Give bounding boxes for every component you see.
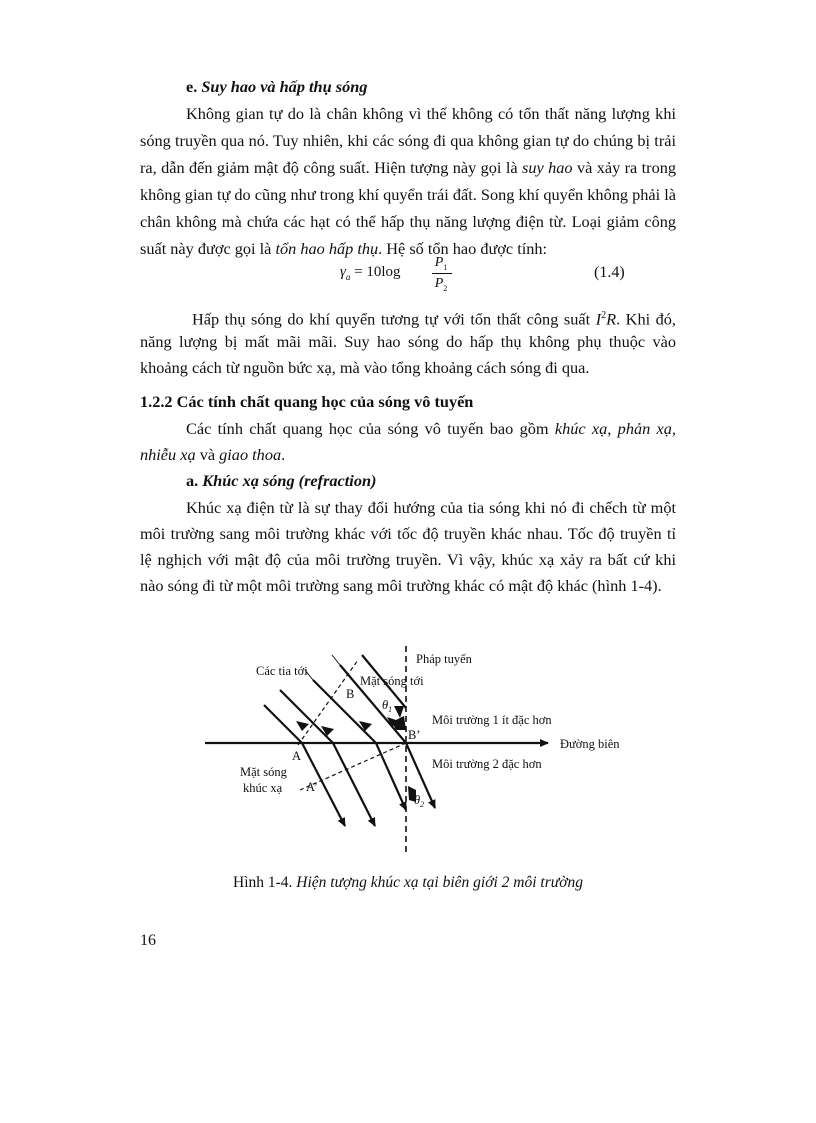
arrowhead bbox=[394, 706, 404, 718]
para-e-line-1: Không gian tự do là chân không vì thế không có tổn thất năng lượng khi bbox=[186, 104, 676, 123]
para-e-line-6-end: . Hệ số tổn hao được tính: bbox=[378, 239, 548, 258]
normal-label: Pháp tuyến bbox=[416, 652, 472, 666]
point-b-prime-label: B’ bbox=[408, 728, 421, 742]
refracted-ray bbox=[376, 743, 406, 810]
para-absorb-line-1-text: Hấp thụ sóng do khí quyển tương tự với tổn thất công suất bbox=[192, 309, 591, 329]
para-a-line-3: lệ nghịch với mật độ của môi trường truyền. Vì vậy, khúc xạ xảy ra bất cứ khi bbox=[140, 550, 676, 569]
term-giao-thoa: giao thoa bbox=[219, 445, 282, 464]
para-e-line-2: sóng truyền qua nó. Tuy nhiên, khi các sóng đi qua không gian tự do chúng bị trải bbox=[140, 131, 676, 150]
arrowhead bbox=[296, 721, 309, 731]
refracted-rays bbox=[302, 743, 435, 826]
term-nhieu-xa: nhiễu xạ bbox=[140, 445, 196, 464]
medium1-label: Môi trường 1 ít đặc hơn bbox=[432, 713, 552, 727]
term-ton-hao-hap-thu: tổn hao hấp thụ bbox=[275, 239, 379, 258]
boundary-label: Đường biên bbox=[560, 737, 620, 751]
point-a-prime-label: A’ bbox=[306, 780, 318, 794]
para-e-line-5: chân không mà chứa các hạt có thể hấp thụ năng lượng điện từ. Loại giảm công bbox=[140, 212, 676, 231]
figure-caption bbox=[0, 874, 816, 892]
para-absorb-line-1-end: . Khi đó, bbox=[616, 309, 677, 329]
para-absorb-line-3: khoảng cách từ nguồn bức xạ, mà vào tổng khoảng cách sóng đi qua. bbox=[140, 358, 590, 377]
section-a-label: a. bbox=[186, 471, 199, 490]
medium2-label: Môi trường 2 đặc hơn bbox=[432, 757, 542, 771]
eq-rhs: = 10log bbox=[354, 264, 401, 280]
para-e-line-3-end: và xảy ra trong bbox=[576, 158, 677, 177]
incident-ray bbox=[264, 705, 302, 743]
eq-gamma: γ bbox=[340, 264, 346, 280]
section-e-label: e. bbox=[186, 77, 198, 96]
eq-number: (1.4) bbox=[594, 264, 625, 281]
refracted-wavefront-label-2: khúc xạ bbox=[243, 781, 283, 795]
incident-ray bbox=[280, 690, 333, 743]
theta2-label: $\theta_2$ bbox=[414, 793, 425, 809]
eq-numerator: $P_1$ bbox=[434, 255, 448, 272]
caption-text: Hiện tượng khúc xạ tại biên giới 2 môi trường bbox=[296, 874, 583, 891]
para-e-line-6-text: suất này được gọi là bbox=[140, 239, 272, 258]
caption-prefix: Hình 1-4. bbox=[233, 874, 293, 891]
para-122-line-1-text: Các tính chất quang học của sóng vô tuyến bao gồm bbox=[186, 419, 549, 438]
section-e-title: Suy hao và hấp thụ sóng bbox=[201, 77, 368, 96]
word-va: và bbox=[199, 445, 216, 464]
symbol-r: R bbox=[606, 309, 617, 329]
point-a-label: A bbox=[292, 749, 302, 763]
para-e-line-4: không gian tự do cũng như trong khí quyển trái đất. Song khí quyển không phải là bbox=[140, 185, 676, 204]
para-e-line-3-text: ra, dẫn đến giảm mật độ công suất. Hiện tượng này gọi là bbox=[140, 158, 518, 177]
eq-gamma-sub: a bbox=[345, 272, 351, 282]
section-a-title: Khúc xạ sóng (refraction) bbox=[202, 471, 377, 490]
theta1-label: $\theta_1$ bbox=[382, 698, 393, 714]
incident-rays-label: Các tia tới bbox=[256, 664, 308, 678]
term-suy-hao: suy hao bbox=[522, 158, 573, 177]
point-b-label: B bbox=[346, 687, 355, 701]
page-number: 16 bbox=[140, 932, 156, 949]
para-absorb-line-2: năng lượng bị mất mãi mãi. Suy hao sóng do hấp thụ không phụ thuộc vào bbox=[140, 332, 676, 351]
refracted-wavefront-label-1: Mặt sóng bbox=[240, 765, 287, 779]
symbol-i: I bbox=[595, 309, 602, 329]
period: . bbox=[281, 445, 286, 464]
section-122-heading: 1.2.2 Các tính chất quang học của sóng vô tuyến bbox=[140, 392, 474, 411]
eq-denominator: $P_2$ bbox=[434, 276, 448, 293]
para-122-line-1-terms: khúc xạ, phản xạ, bbox=[554, 419, 676, 438]
para-a-line-2: môi trường sang môi trường khác với tốc độ truyền khác nhau. Tốc độ truyền tỉ bbox=[140, 524, 676, 543]
symbol-sup: 2 bbox=[601, 310, 607, 321]
incident-wavefront-label: Mặt sóng tới bbox=[360, 674, 424, 688]
para-a-line-4: nào sóng đi từ một môi trường sang môi trường khác có mật độ khác (hình 1-4). bbox=[140, 576, 662, 595]
para-a-line-1: Khúc xạ điện từ là sự thay đổi hướng của tia sóng khi nó đi chếch từ một bbox=[186, 498, 676, 517]
